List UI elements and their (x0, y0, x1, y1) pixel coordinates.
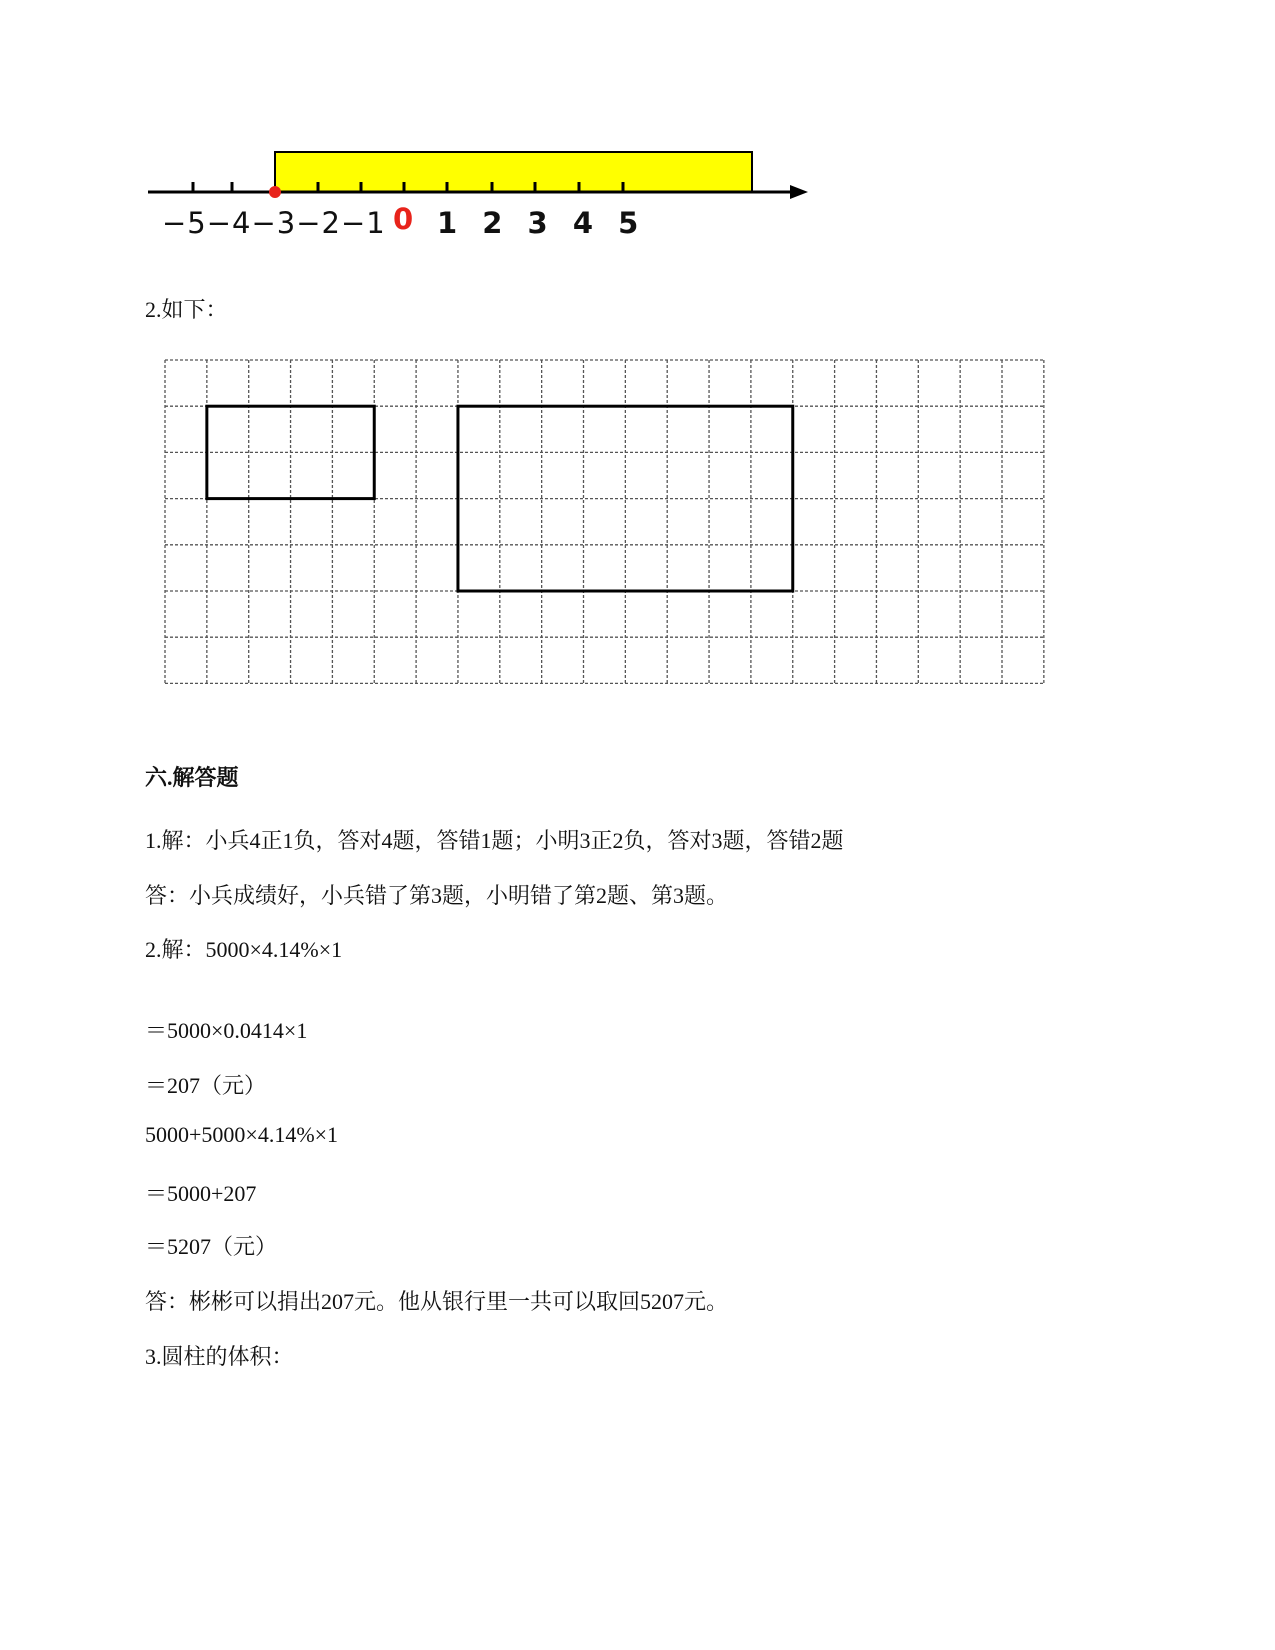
answer-line-8: ＝5207（元） (145, 1234, 278, 1259)
answer-line-4: ＝5000×0.0414×1 (145, 1018, 308, 1043)
answer-line-1: 1.解：小兵4正1负，答对4题，答错1题；小明3正2负，答对3题，答错2题 (145, 828, 844, 853)
zero-label: 0 (393, 202, 415, 236)
answer-line-3: 2.解：5000×4.14%×1 (145, 937, 343, 962)
negative-labels: −5−4−3−2−1 (162, 206, 386, 240)
answer-line-10: 3.圆柱的体积： (145, 1344, 294, 1369)
point-marker (269, 186, 281, 198)
positive-labels: 1 2 3 4 5 (437, 206, 640, 240)
axis-arrow (790, 185, 808, 199)
grid-svg (163, 358, 1048, 688)
answer-line-7: ＝5000+207 (145, 1181, 257, 1206)
number-line-graphic (140, 140, 840, 210)
answer-line-2: 答：小兵成绩好，小兵错了第3题，小明错了第2题、第3题。 (145, 883, 729, 908)
section-title: 六.解答题 (145, 765, 239, 790)
answer-line-5: ＝207（元） (145, 1073, 267, 1098)
grid-figure (163, 358, 1048, 693)
number-line (140, 140, 840, 250)
answer-line-9: 答：彬彬可以捐出207元。他从银行里一共可以取回5207元。 (145, 1289, 729, 1314)
q2-intro: 2.如下： (145, 297, 228, 322)
shaded-region (275, 152, 752, 192)
answer-line-6: 5000+5000×4.14%×1 (145, 1122, 339, 1147)
